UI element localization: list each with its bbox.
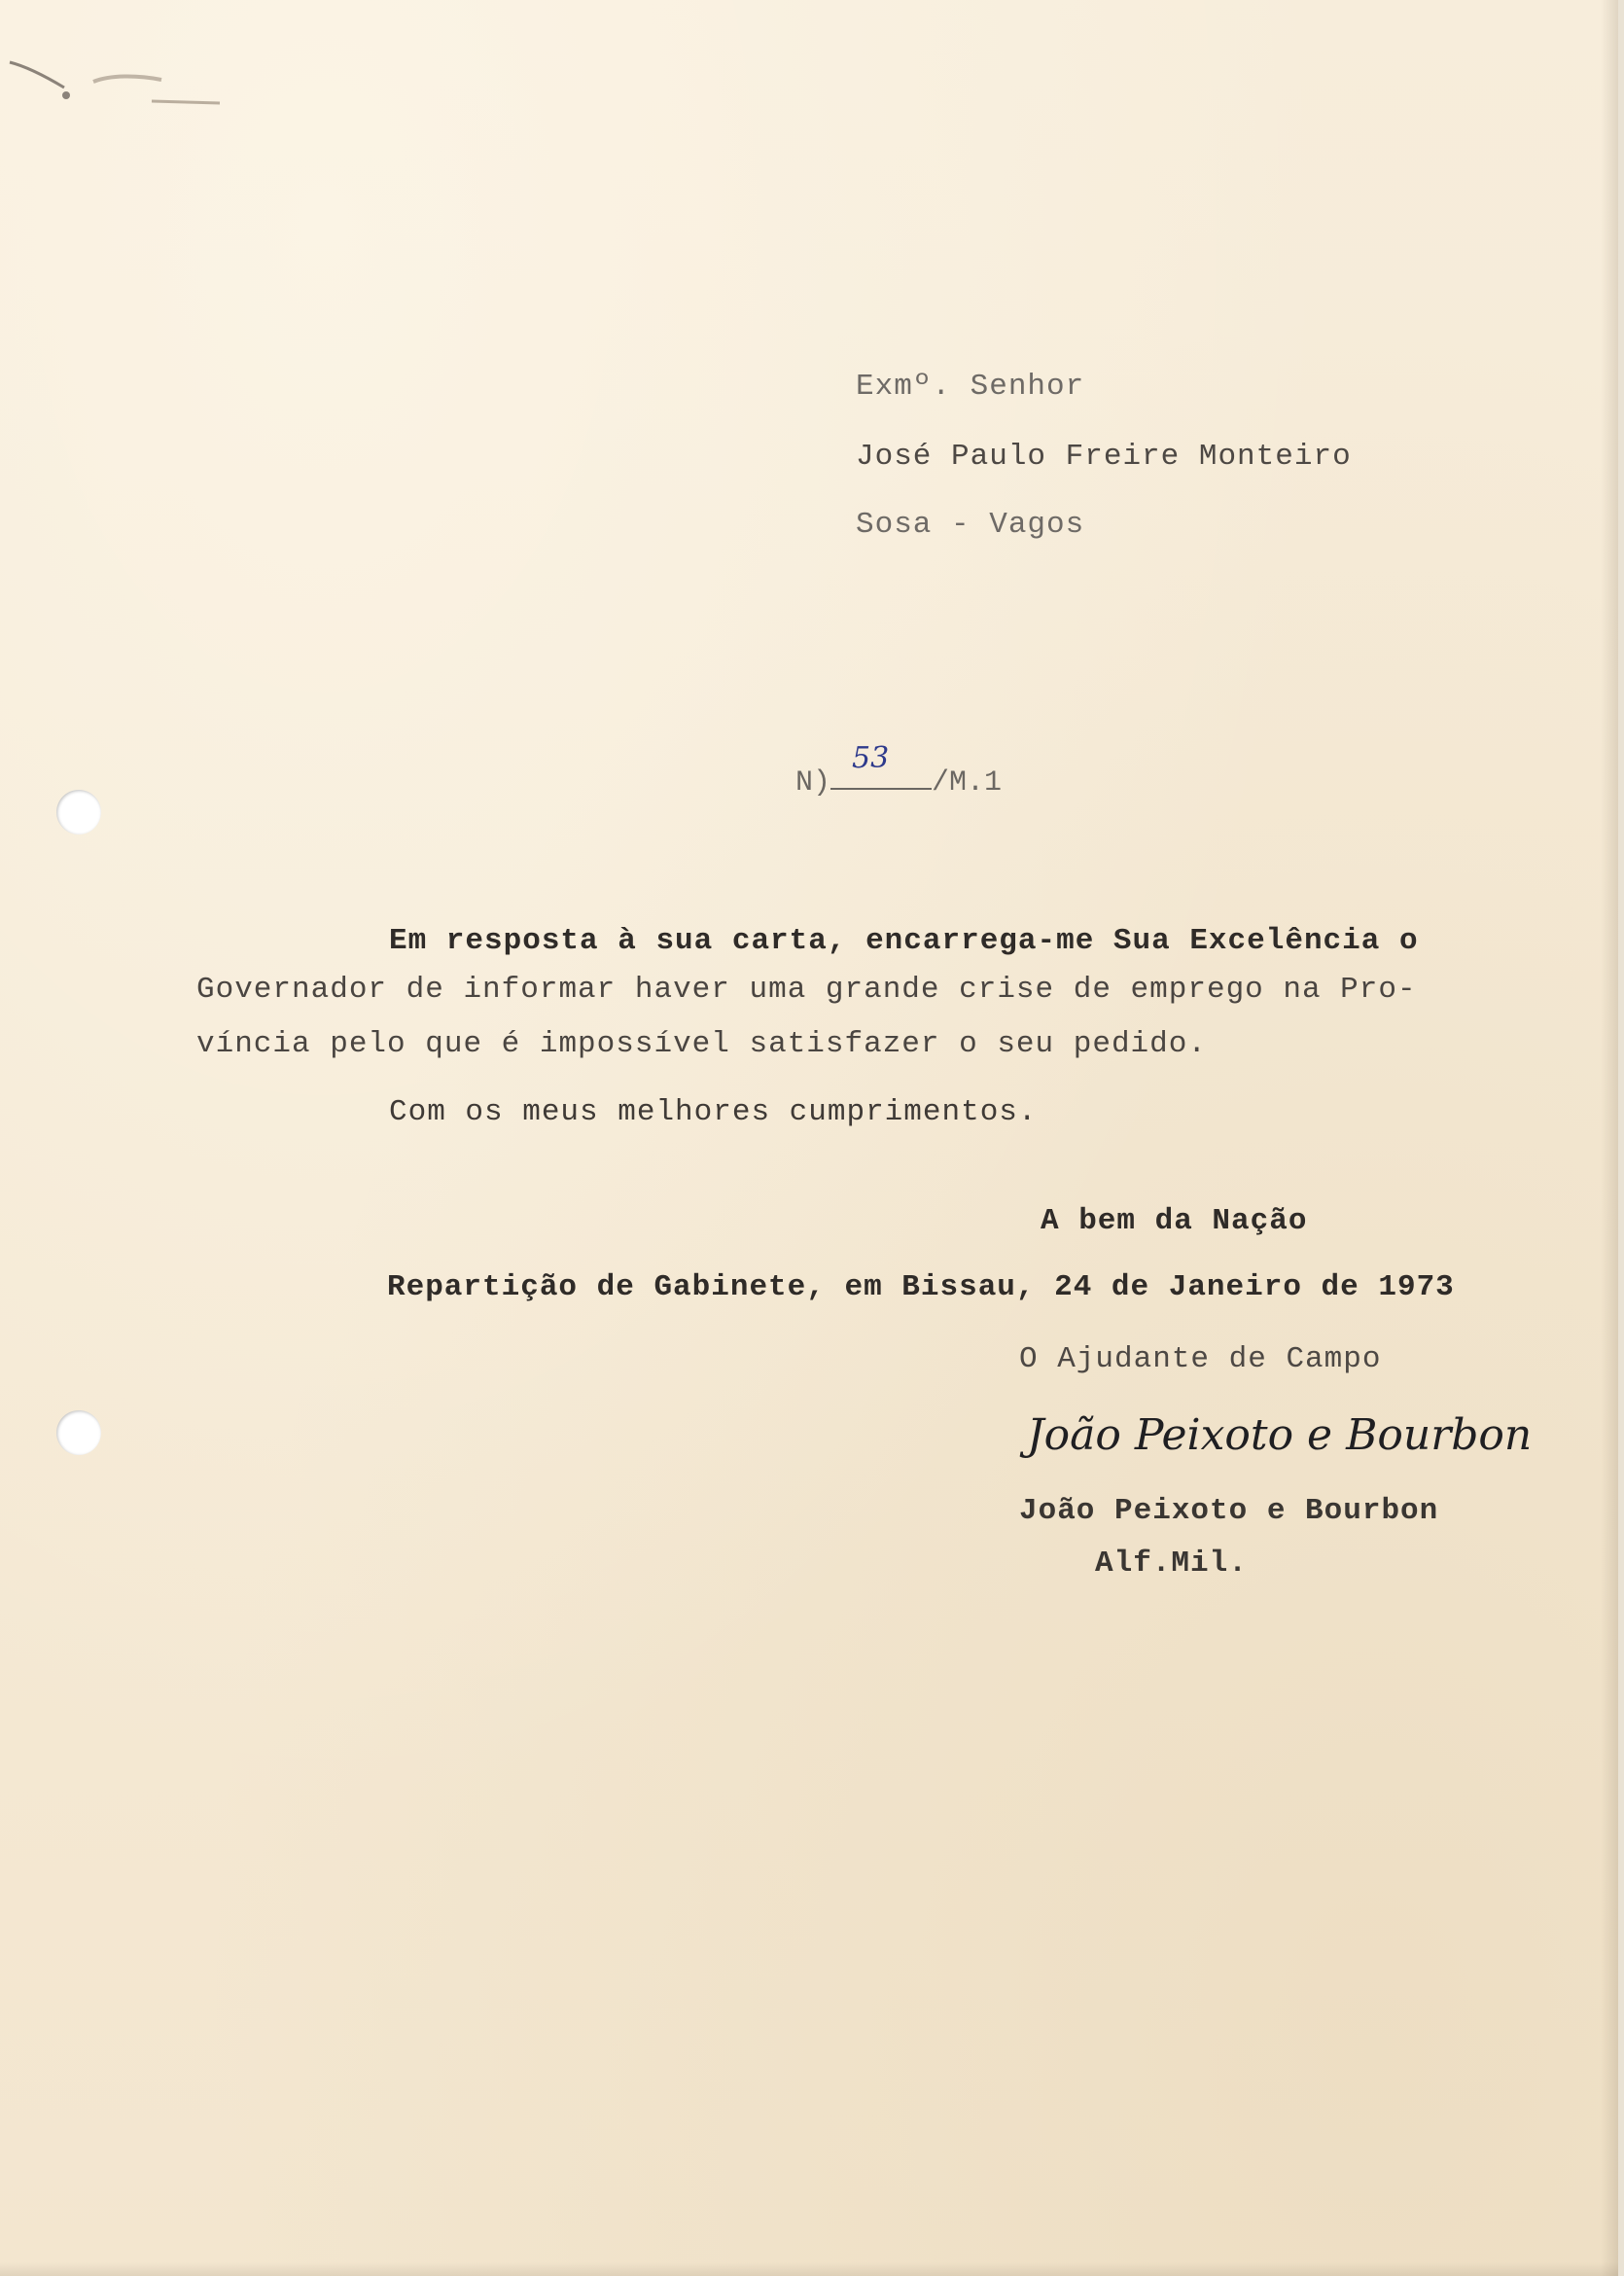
handwritten-signature — [1021, 1393, 1533, 1480]
signoff-motto: A bem da Nação — [1041, 1204, 1308, 1238]
reference-line — [795, 741, 1003, 800]
body-line-2-text: Governador de informar haver uma grande crise de emprego na Pro- — [196, 973, 1417, 1007]
addressee-location: Sosa - Vagos — [856, 508, 1085, 542]
ink-smudge-mark — [6, 54, 220, 123]
reference-blank — [830, 741, 932, 790]
signoff-role: O Ajudante de Campo — [1019, 1342, 1382, 1376]
body-closing: Com os meus melhores cumprimentos. — [389, 1095, 1038, 1129]
page-bottom-edge — [0, 2262, 1618, 2276]
addressee-name: José Paulo Freire Monteiro — [856, 440, 1352, 474]
body-line-1: Em resposta à sua carta, encarrega-me Sua Excelência o — [389, 924, 1419, 958]
signoff-place-date: Repartição de Gabinete, em Bissau, 24 de Janeiro de 1973 — [387, 1270, 1455, 1304]
signer-rank: Alf.Mil. — [1095, 1547, 1248, 1581]
reference-prefix: N) — [795, 766, 831, 800]
signer-name: João Peixoto e Bourbon — [1019, 1494, 1439, 1528]
body-line-2 — [196, 975, 1431, 1005]
body-line-3: víncia pelo que é impossível satisfazer o seu pedido. — [196, 1027, 1207, 1061]
addressee-salutation: Exmº. Senhor — [856, 370, 1085, 404]
reference-handwritten-number: 53 — [852, 741, 890, 775]
punch-hole-bottom — [56, 1410, 101, 1455]
punch-hole-top — [56, 790, 101, 835]
page-edge-shadow — [1601, 0, 1618, 2276]
signature-text: João Peixoto e Bourbon — [1027, 1410, 1533, 1460]
reference-suffix: /M.1 — [932, 766, 1003, 800]
